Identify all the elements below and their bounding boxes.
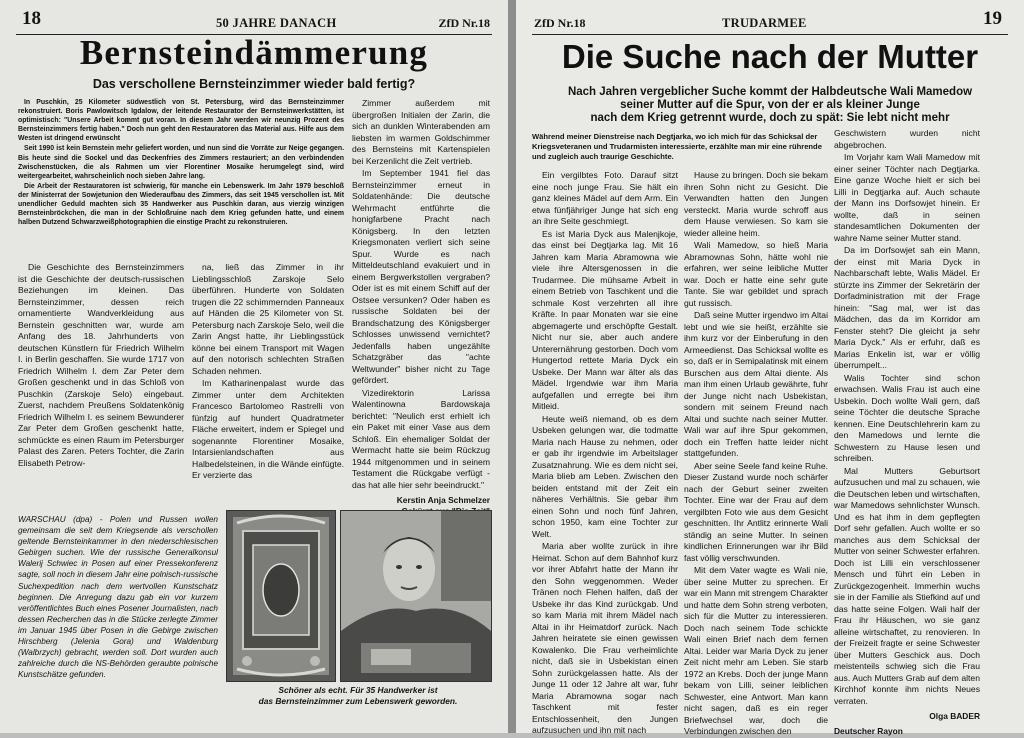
body-paragraph: Aber seine Seele fand keine Ruhe. Dieser Zustand wurde noch schärfer nach der Geburt seiner zweiten Tochter. Eine war der Frau auf dem vergilbten Foto wie aus dem Gesicht geschnitten. Ihr Antlitz erinnerte Wali ständig an seine Mutter. In seinen kindlichen Erinnerungen war ihr Bild fast völlig verschwunden. <box>684 460 828 563</box>
body-paragraph: Zimmer außerdem mit übergroßen Initialen der Zarin, die sich an dunklen Winterabenden am liebsten im warmen Goldschimmer des Bernsteins mit Kartenspielen bei Kerzenlicht die Zeit vertrieb. <box>352 98 490 166</box>
right-body-column-1 <box>532 170 678 735</box>
page-gutter <box>508 0 516 733</box>
craftsman-photo <box>340 510 492 682</box>
body-paragraph: Geschwistern wurden nicht abgebrochen. <box>834 128 980 150</box>
right-byline-region: Deutscher Rayon <box>834 726 903 736</box>
body-paragraph: Hause zu bringen. Doch sie bekam ihren Sohn nicht zu Gesicht. Die Verwandten hatten den Jungen versteckt. Maria wurde schroff aus dem Hause verwiesen. So kam sie wieder alleine heim. <box>684 170 828 238</box>
right-body-column-3 <box>834 128 980 736</box>
left-issue-label: ZfD Nr.18 <box>438 16 490 30</box>
body-paragraph: Im Katharinenpalast wurde das Zimmer unter dem Architekten Francesco Bartolomeo Rastrelli von fünfzig auf hundert Quadratmeter Fläche erweitert, indem er Spiegel und sogenannte Florentiner Mosaike, Intarsienlandschaften aus Halbedelsteinen, in die Wände einfügte. Er verzierte das <box>192 378 344 480</box>
left-page <box>0 0 508 733</box>
body-paragraph: Im Vorjahr kam Wali Mamedow mit einer seiner Töchter nach Degtjarka. Eine ganze Woche hielt er sich bei Lilli in Degtjarka auf. Auch schaute der Mann ins Dorfsowjet hinein. Er wollte, daß in seinen standesamtlichen Dokumenten der wahre Name seiner Mutter stand. <box>834 152 980 243</box>
caption-line: Schöner als echt. Für 35 Handwerker ist <box>278 685 438 695</box>
subheadline-line: Nach Jahren vergeblicher Suche kommt der Halbdeutsche Wali Mamedow <box>567 86 973 98</box>
intro-paragraph: Während meiner Dienstreise nach Degtjarka, wo ich mich für das Schicksal der Kriegsveteranen und Trudarmisten interessierte, erzählte man mir eine rührende und zugleich auch traurige Geschichte. <box>532 132 822 161</box>
lead-paragraph: Die Arbeit der Restauratoren ist schwierig, für manche ein Lebenswerk. Im Jahr 1979 beschloß der Ministerrat der Sowjetunion den Wiederaufbau des Zimmers, das seit 1945 verschollen ist. Mit unendlicher Geduld machten sich 35 Handwerker aus Puschkin daran, aus vierzig winzigen Bernsteinbröckchen, die man in der Schloßruine nach dem Krieg gefunden hatte, und einem halben Dutzend Schwarzweißphotographien die einstige Pracht zu rekonstruieren. <box>18 182 344 227</box>
right-body-column-2 <box>684 170 828 736</box>
body-paragraph: Walis Tochter sind schon erwachsen. Walis Frau ist auch eine Usbekin. Doch wollte Wali gern, daß seine Töchter die deutsche Sprache kennen. Eine Deutschlehrerin kam zu den Mamedows und lernte die Schwestern zu Hause lesen und schreiben. <box>834 372 980 463</box>
left-body-column-2 <box>192 262 344 490</box>
body-paragraph: Daß seine Mutter irgendwo im Altai lebt und wie sie heißt, erzählte sie ihm kurz vor der Einberufung in den Armeedienst. Das Schicksal wollte es so, daß er in Semipalatinsk mit einem Burschen aus dem Altai diente. Als man ihm einen Urlaub gewährte, fuhr der Junge nicht nach Usbekistan, sondern mit seinem Freund nach Altai und suchte nach seiner Mutter. Wali war auf ihre Spur gekommen, doch ein Treffen hatte leider nicht stattgefunden. <box>684 310 828 458</box>
craftsman-portrait-image <box>341 511 491 681</box>
left-body-column-1 <box>18 262 184 490</box>
left-section-title: 50 JAHRE DANACH <box>216 16 337 30</box>
right-issue-label: ZfD Nr.18 <box>534 16 586 30</box>
left-headline: Bernsteindämmerung <box>79 33 429 72</box>
left-lead-text <box>18 98 344 250</box>
body-paragraph: Mal Mutters Geburtsort aufzusuchen und mal zu schauen, wie die Deutschen leben und wirtschaften, war Mamedows sehnlichster Wunsch. Und es hat ihm in dem gepflegten Dorf sehr gefallen. Auch wollte er so manches aus dem Schicksal der Mutter von seiner Schwester erfahren. Doch ist Lilli ein verschlossener Mensch und führt ein Leben in Zurückgezogenheit. Immerhin wuchs sie in der Familie als Stiefkind auf und das hatte seine Folgen. Wali half der Frau ihr Häuschen, wo sie ganz alleine wirtschaftet, zu renovieren. In der Freizeit fragte er seine Schwester über Mutters Geschick aus. Doch meistenteils schwieg sich die Frau aus. Auch Mutters Grab auf dem alten Kirchhof konnte ihm nichts Neues verraten. <box>834 465 980 706</box>
subheadline-line: nach dem Krieg getrennt wurde, doch zu spät: Sie lebt nicht mehr <box>590 112 950 124</box>
body-paragraph: Im September 1941 fiel das Bernsteinzimmer erneut in Soldatenhände: Die deutsche Wehrmacht entführte die honigfarbene Pracht nach Königsberg. In den letzten Kriegsmonaten verliert sich seine Spur. Wurde es nach Mitteldeutschland evakuiert und in einem Bergwerkstollen vergraben? Oder ist es mit einem Schiff auf der Ostsee versunken? Oder haben es russische Soldaten bei der Brandschatzung des Königsberger Schlosses unwissend vernichtet? Jedenfalls haben ungezählte Schatzgräber das "achte Weltwunder" bisher nicht zu Tage gefördert. <box>352 168 490 385</box>
right-page <box>516 0 1024 736</box>
amber-room-panel-image <box>227 511 335 681</box>
body-paragraph: Vizedirektorin Larissa Walentinowna Bardowskaja berichtet: "Neulich erst erhielt ich ein Paket mit einer Vase aus dem Schloß. Ein ehemaliger Soldat der Wermacht hatte sie beim Rückzug 1944 mitgenommen und in seinem Testament die Rückgabe verfügt - das hat alle hier sehr beeindruckt." <box>352 387 490 490</box>
body-paragraph: Maria aber wollte zurück in ihre Heimat. Schon auf dem Bahnhof kurz vor ihrer Abfahrt hatte der Mann ihr den Sohn weggenommen. Weder Tränen noch Flehen halfen, daß der Usbeke ihr das Kind zurückgab. Und so kam Maria mit ihrem Mädel nach Altai in ihr Heimatdorf zurück. Nach Jahren heiratete sie einen gewissen Kowalenko. Die Frau verheimlichte nicht, daß sie in Usbekistan einen Sohn zurückgelassen hatte. Als der Junge 11 oder 12 Jahre alt war, fuhr Maria Abramowna sogar nach Taschkent mit fester Entschlossenheit, den Jungen aufzusuchen und ihn mit nach <box>532 541 678 735</box>
lead-paragraph: Seit 1990 ist kein Bernstein mehr geliefert worden, und nun sind die Vorräte zur Neige gegangen. Bis heute sind die Sockel und das Deckenfries des Zimmers restauriert; an den verbindenden Zwischenstücken, die als Rahmen um vier Florentiner Mosaike herumgelegt sind, wird weitergearbeitet, wahrscheinlich noch sieben Jahre lang. <box>18 145 344 180</box>
body-paragraph: Ein vergilbtes Foto. Darauf sitzt eine noch junge Frau. Sie hält ein ganz kleines Mädel auf dem Arm. Ein etwa fünfjähriger Junge hat sich eng an ihre Seite geschmiegt. <box>532 170 678 226</box>
left-page-number: 18 <box>22 8 41 29</box>
caption-line: das Bernsteinzimmer zum Lebenswerk geworden. <box>258 696 458 706</box>
lead-paragraph: In Puschkin, 25 Kilometer südwestlich von St. Petersburg, wird das Bernsteinzimmer rekonstruiert. Boris Pawlowitsch Igdalow, der leitende Restaurator der Bernsteinwerkstätten, ist optimistisch: "Unsere Arbeit kommt gut voran. In diesem Jahr werden wir neunzig Prozent des Bernsteinzimmers fertig haben." Doch nun geht den Restauratoren das Material aus. Hilfe aus dem Westen ist dringend erwünscht <box>18 99 344 143</box>
right-intro <box>532 132 828 164</box>
right-byline-author: Olga BADER <box>929 711 980 721</box>
body-paragraph: na, ließ das Zimmer in ihr Lieblingsschloß Zarskoje Selo überführen. Hunderte von Soldaten trugen die 22 schimmernden Panneaux auf Händen die 25 Kilometer von St. Petersburg nach Zarskoje Selo, weil die Zarin Angst hatte, ihr Lieblingsstück könne bei einem Transport mit Wagen auf den notorisch schlechten Straßen Schaden nehmen. <box>192 262 344 376</box>
body-paragraph: Wali Mamedow, so hieß Maria Abramownas Sohn, hätte wohl nie erfahren, wer seine leibliche Mutter war. Doch er hatte eine sehr gute Tante. Sie war gebildet und sprach gut russisch. <box>684 240 828 308</box>
amber-room-photo <box>226 510 336 682</box>
body-paragraph: Mit dem Vater wagte es Wali nie, über seine Mutter zu sprechen. Er war ein Mann mit strengem Charakter und hatte dem Sohn streng verboten, sich für die Mutter zu interessieren. Doch nach seinem Tode schickte Wali einen Brief nach dem fernen Altai. Leider war Maria Dyck zu jener Zeit nicht mehr am Leben. Sie starb 1972 an Krebs. Doch der junge Mann bekam von Lilli, seiner leiblichen Schwester, eine Antwort. Man kann nicht sagen, daß es ein reger Briefwechsel war, doch die Verbindungen zwischen den <box>684 565 828 736</box>
right-subheadline <box>536 86 1004 125</box>
subheadline-line: seiner Mutter auf die Spur, von der er als kleiner Junge <box>620 99 920 111</box>
left-running-header <box>16 8 492 35</box>
body-paragraph: Die Geschichte des Bernsteinzimmers ist die Geschichte der deutsch-russischen Beziehungen im kleinen. Das Bernsteinzimmer, dessen reich ornamentierte Wandverkleidung aus Bernstein geschnitten war, wurde am Anfang des 18. Jahrhunderts von deutschen Künstlern für Friedrich Wilhelm I. in Berlin geschaffen. Sie wurde 1717 von Friedrich Wilhelm I. dem Zar Peter dem Großen geschenkt und in das Schloß von Puschkin (Zarskoje Selo) eingebaut. Zuerst, nachdem Preußens Soldatenkönig Friedrich Wilhelm I. es seinem Bewunderer Zar Peter dem Großen geschenkt hatte, schmückte es einen Raum im Petersburger Palast des Zaren. Peters Tochter, die Zarin Elisabeth Petrow- <box>18 262 184 468</box>
photo-caption <box>226 685 490 707</box>
right-running-header <box>532 8 1008 35</box>
body-paragraph: Heute weiß niemand, ob es dem Usbeken gelungen war, die todmatte Maria nach Hause zu nehmen, oder er gab ihr irgendwie im Arbeitslager Zusatznahrung. Wie es dem nicht sei, Maria blieb am Leben. Zwischen den beiden entstand mit der Zeit ein näheres Verhältnis. Sie gebar ihm einen Sohn und noch fünf Jahren, schon 1950, kam eine Tochter zur Welt. <box>532 413 678 539</box>
right-page-number: 19 <box>983 8 1002 29</box>
right-headline: Die Suche nach der Mutter <box>561 38 979 75</box>
right-section-title: TRUDARMEE <box>722 16 807 30</box>
dpa-paragraph: WARSCHAU (dpa) - Polen und Russen wollen gemeinsam die seit dem Kriegsende als verschollen geltende Bernsteinkammer in den niederschlesischen Gebirgen suchen. Wie der russische Generalkonsul Walerij Schwiec in Posen auf einer Pressekonferenz sagte, soll noch in diesem Jahr eine polnisch-russische Suchexpedition nach dem wertvollen Kunstschatz beginnen. Die Anregung dazu gab ein vor kurzem veröffentlichtes Buch eines Posener Journalisten, nach dessen Recherchen das in die Stücke zerlegte Zimmer im Januar 1945 über Posen in die Gebirge zwischen Hirschberg (Jelenia Gora) und Waldenburg (Walbrzych) gebracht, werden soll. Dort wurden auch zahlreiche durch die NS-Behörden geraubte polnische Kunstschätze gefunden. <box>18 515 218 680</box>
left-byline-author: Kerstin Anja Schmelzer <box>396 495 490 505</box>
dpa-news-box <box>18 514 218 729</box>
left-subheadline: Das verschollene Bernsteinzimmer wieder bald fertig? <box>92 77 416 91</box>
body-paragraph: Es ist Maria Dyck aus Malenjkoje, das einst bei Degtjarka lag. Mit 16 Jahren kam Maria Abramowna wie viele ihre Altersgenossen in die Trudarmee. Die mühsame Arbeit in einem Betrieb von Taschkent und die schmale Kost verzehrten all ihre Kräfte. In paar Monaten war sie eine abgemagerte und erschöpfte Gestalt. Nicht nur sie, aber auch andere Unterernährung gestorben. Doch vom Hungertod rettete Maria Dyck ein Usbeke. Der Mann war älter als das Mädel. Irgendwie war ihm Maria aufgefallen und erregte bei ihm Mitleid. <box>532 228 678 411</box>
body-paragraph: Da im Dorfsowjet sah ein Mann, der einst mit Maria Dyck in Nachbarschaft lebte, Walis Mädel. Er stürzte ins Zimmer der Sekretärin der Dorfadministration mit der Frage hinein: "Sag mal, wer ist das Mädchen, das da im Korridor am Fenster steht? Die gleicht ja sehr Maria Dyck." Als er erfuhr, daß es Marias Enkelin ist, war er völlig überrumpelt... <box>834 245 980 370</box>
left-body-column-3 <box>352 98 490 505</box>
